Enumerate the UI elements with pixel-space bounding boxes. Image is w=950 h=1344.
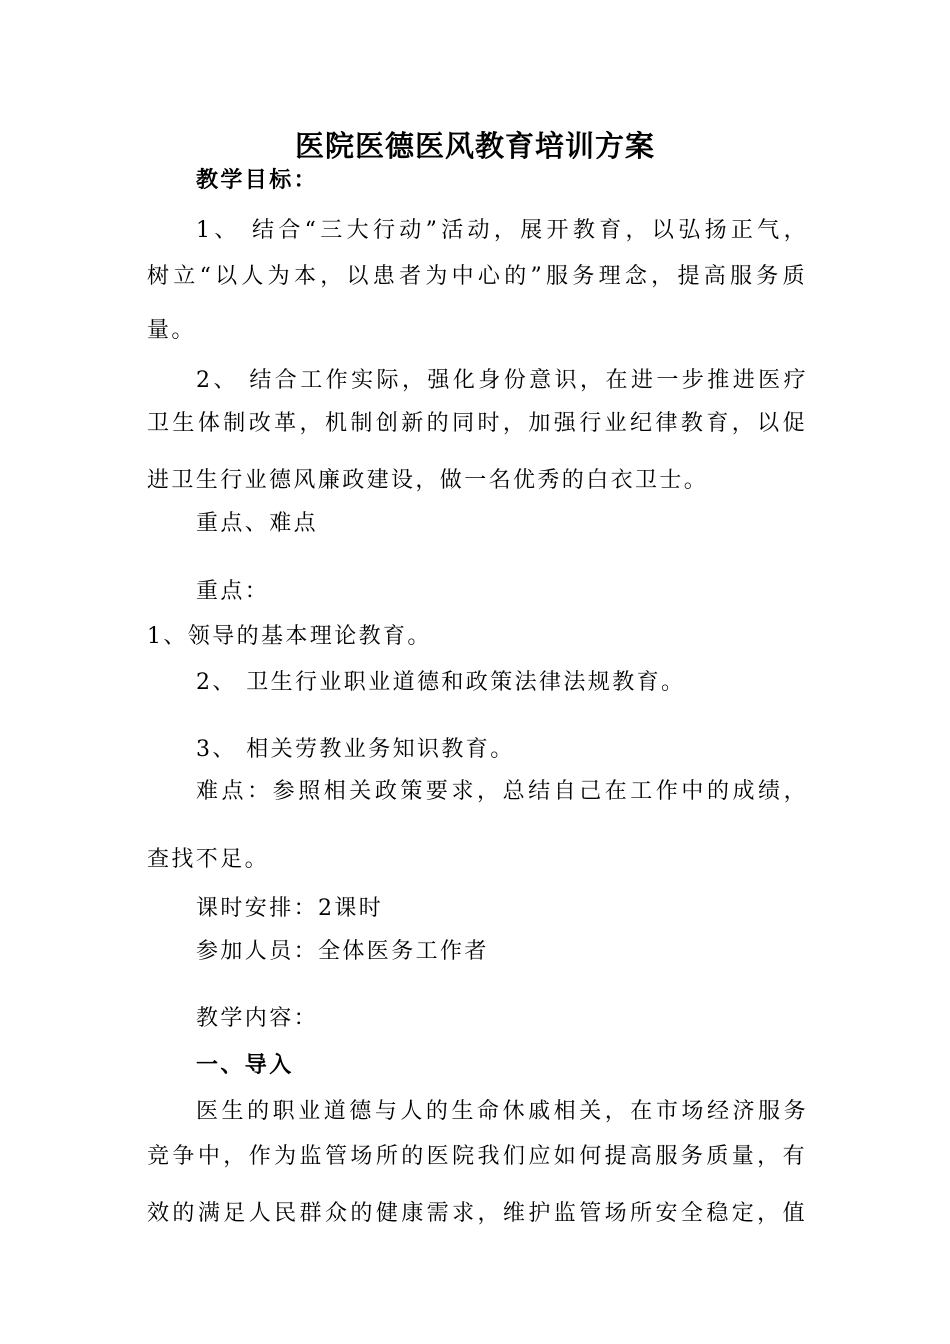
section-1-line-2: 竞争中，作为监管场所的医院我们应如何提高服务质量，有 (147, 1144, 807, 1169)
section-1-line-1: 医生的职业道德与人的生命休戚相关，在市场经济服务 (196, 1099, 808, 1124)
objective-1-line-3: 量。 (147, 318, 196, 343)
key-point-item: 2、 卫生行业职业道德和政策法律法规教育。 (196, 670, 686, 695)
document-title: 医院医德医风教育培训方案 (294, 129, 655, 163)
participants-line: 参加人员：全体医务工作者 (196, 939, 489, 964)
objective-2-line-3: 进卫生行业德风廉政建设，做一名优秀的白衣卫士。 (147, 468, 709, 493)
difficulty-line-2: 查找不足。 (147, 847, 270, 872)
key-point-item: 3、 相关劳教业务知识教育。 (196, 737, 515, 762)
section-1-line-3: 效的满足人民群众的健康需求，维护监管场所安全稳定，值 (147, 1201, 807, 1226)
content-heading: 教学内容： (196, 1006, 319, 1031)
section-1-heading: 一、导入 (196, 1052, 294, 1078)
key-difficult-heading: 重点、难点 (196, 511, 319, 536)
difficulty-line-1: 难点：参照相关政策要求，总结自己在工作中的成绩， (196, 779, 808, 804)
key-point-item: 1、领导的基本理论教育。 (147, 624, 432, 649)
objective-2-line-2: 卫生体制改革，机制创新的同时，加强行业纪律教育，以促 (147, 411, 807, 436)
key-points-heading: 重点： (196, 579, 270, 604)
objective-2-line-1: 2、 结合工作实际，强化身份意识，在进一步推进医疗 (196, 368, 808, 393)
objective-1-line-2: 树立“以人为本，以患者为中心的”服务理念，提高服务质 (147, 264, 807, 289)
schedule-line: 课时安排：2课时 (196, 896, 384, 921)
objectives-heading: 教学目标： (196, 167, 319, 193)
objective-1-line-1: 1、 结合“三大行动”活动，展开教育，以弘扬正气， (196, 218, 808, 243)
